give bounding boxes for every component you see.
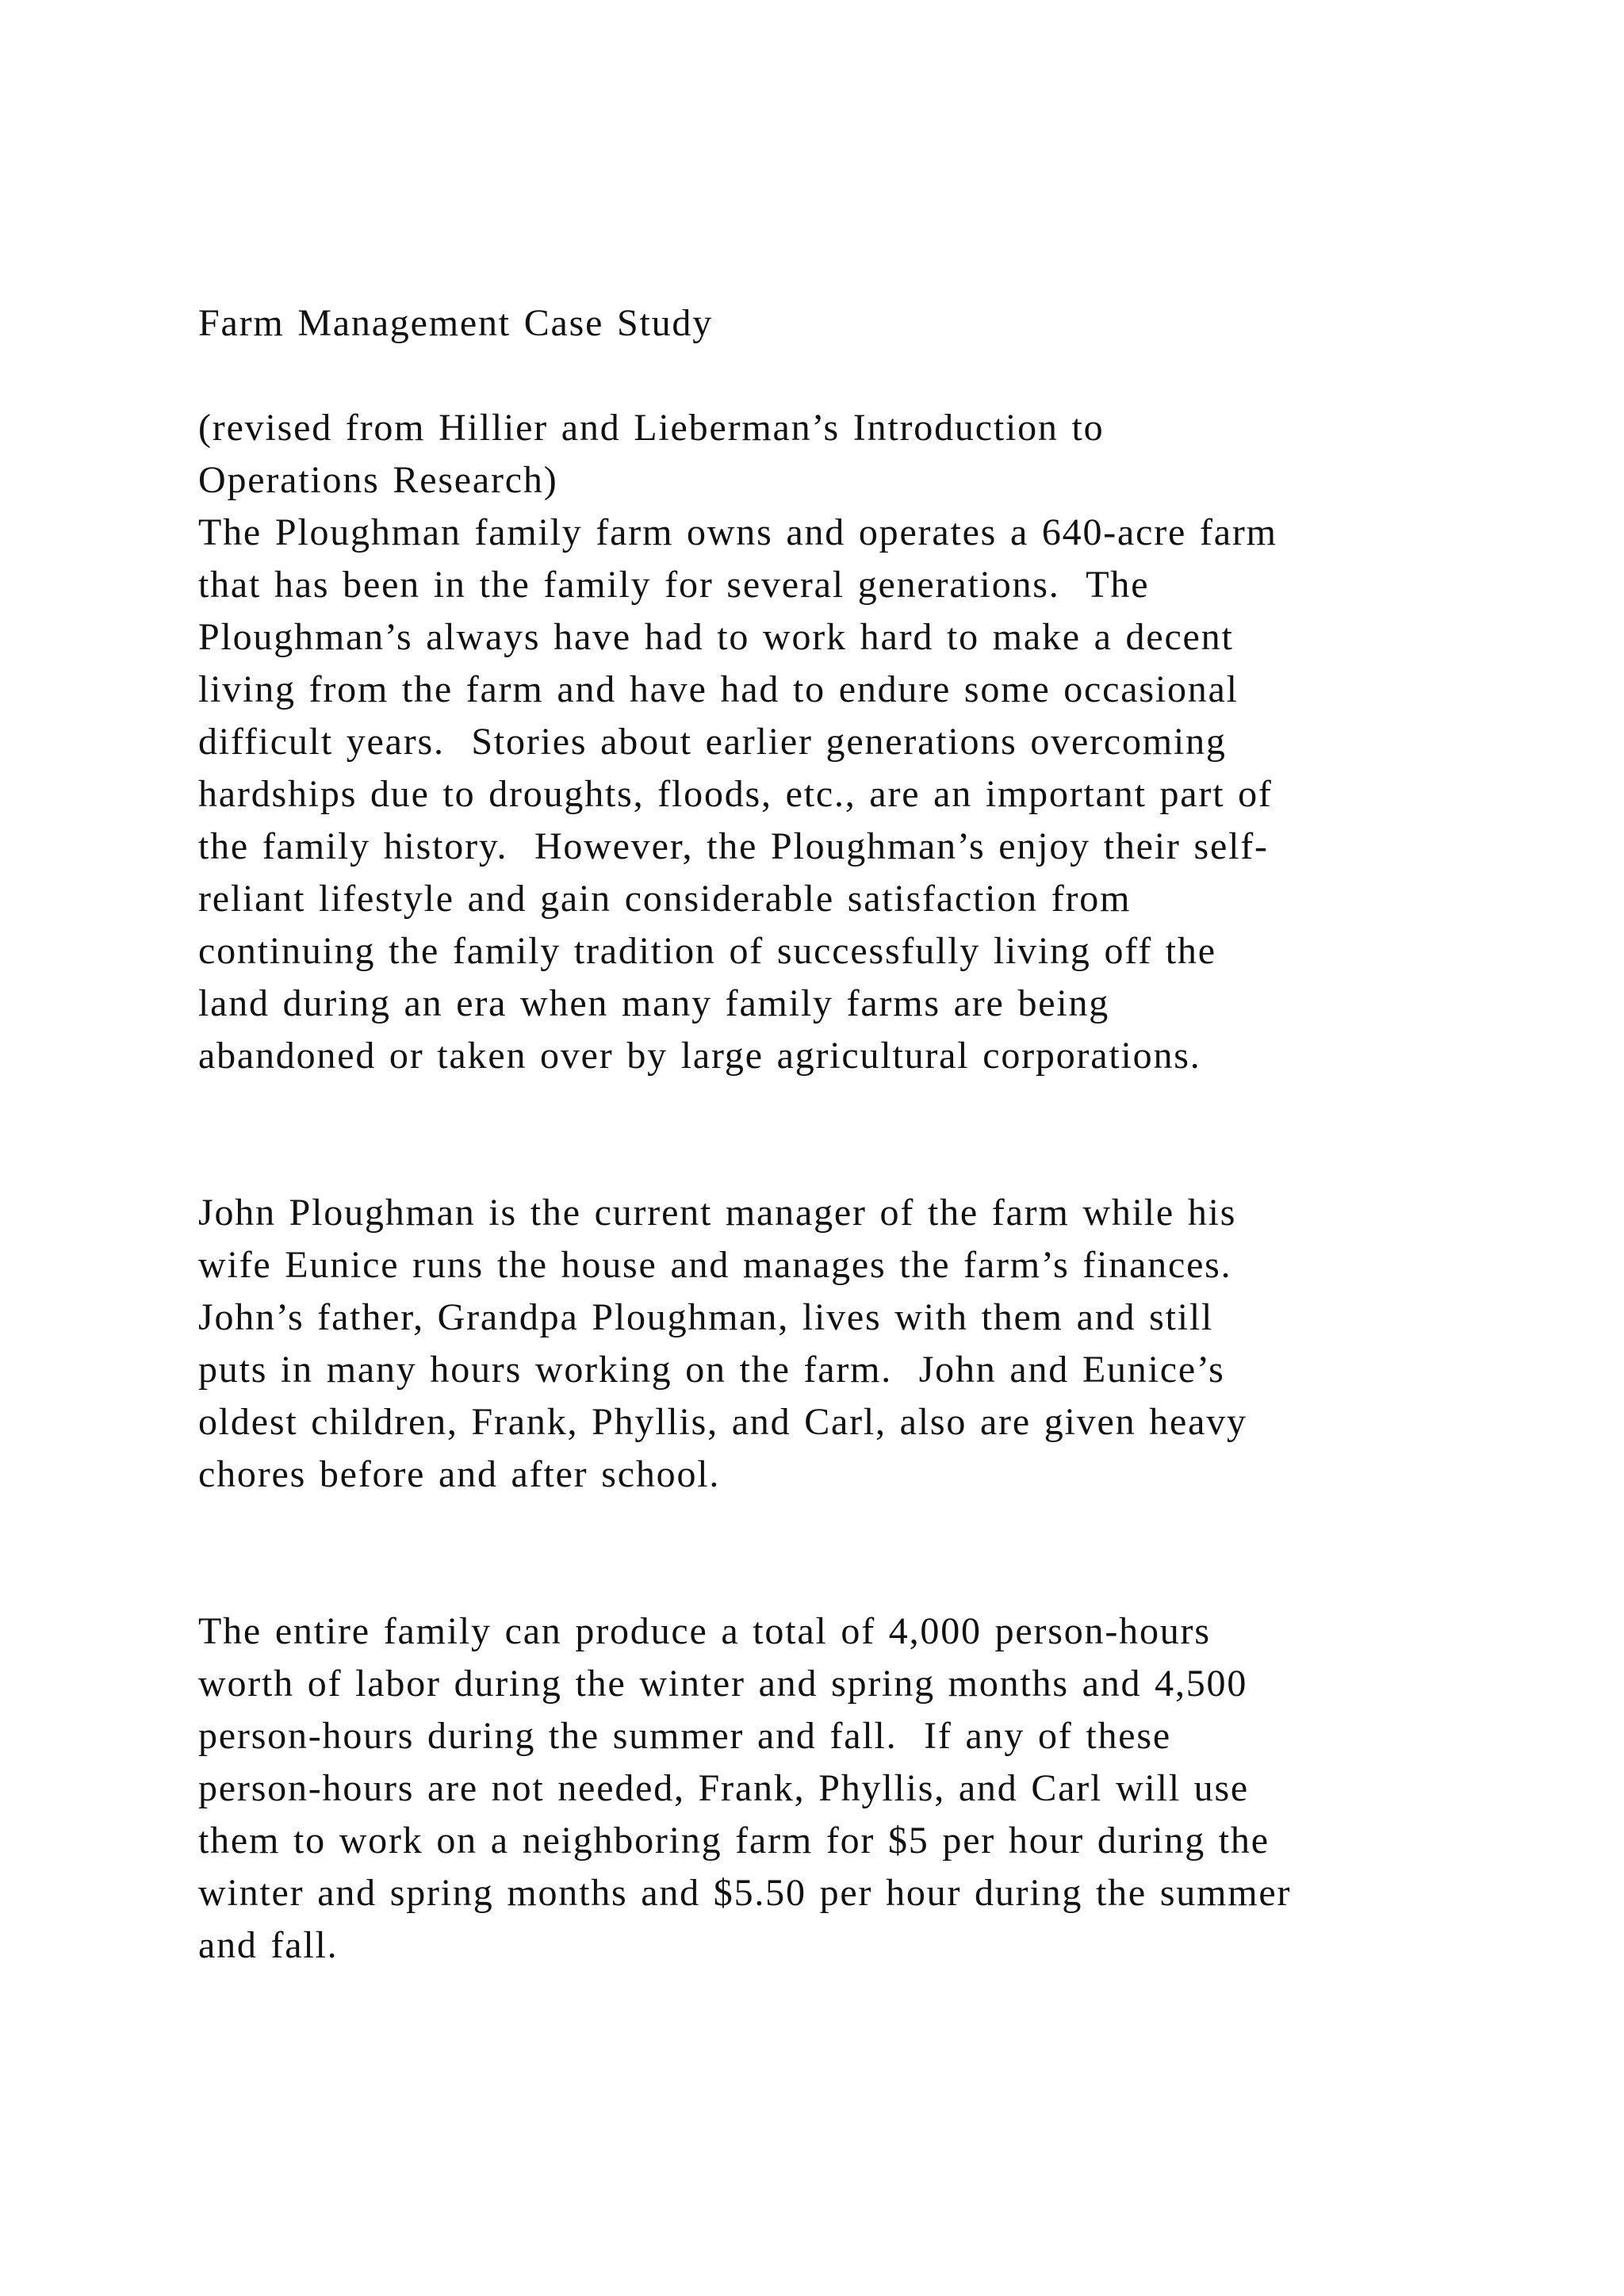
paragraph-line: living from the farm and have had to endure some occasional [198, 668, 1239, 710]
paragraph-line: wife Eunice runs the house and manages the farm’s finances. [198, 1244, 1232, 1286]
spacer [198, 350, 1515, 402]
paragraph-2 [198, 1187, 1515, 1501]
paragraph-line: The Ploughman family farm owns and operates a 640-acre farm [198, 511, 1277, 553]
paragraph-line: John’s father, Grandpa Ploughman, lives with them and still [198, 1296, 1214, 1338]
paragraph-line: The entire family can produce a total of 4,000 person-hours [198, 1610, 1211, 1652]
paragraph-line: John Ploughman is the current manager of the farm while his [198, 1192, 1237, 1234]
paragraph-line: and fall. [198, 1924, 339, 1966]
paragraph-3 [198, 1605, 1515, 1972]
paragraph-line: them to work on a neighboring farm for $5 per hour during the [198, 1820, 1270, 1862]
paragraph-line: hardships due to droughts, floods, etc., are an important part of [198, 773, 1273, 815]
paragraph-line: difficult years. Stories about earlier generations overcoming [198, 721, 1227, 763]
subtitle-line: Operations Research) [198, 459, 558, 501]
paragraph-line: puts in many hours working on the farm. John and Eunice’s [198, 1349, 1225, 1391]
paragraph-line: land during an era when many family farms are being [198, 982, 1110, 1024]
paragraph-line: reliant lifestyle and gain considerable satisfaction from [198, 878, 1132, 920]
document-body [198, 297, 1515, 1972]
subtitle [198, 402, 1515, 507]
paragraph-line: that has been in the family for several generations. The [198, 564, 1150, 606]
paragraph-line: person-hours are not needed, Frank, Phyllis, and Carl will use [198, 1767, 1250, 1809]
subtitle-line: (revised from Hillier and Lieberman’s Introduction to [198, 407, 1105, 449]
spacer [198, 1082, 1515, 1187]
paragraph-line: winter and spring months and $5.50 per hour during the summer [198, 1872, 1292, 1914]
paragraph-line: chores before and after school. [198, 1453, 721, 1495]
paragraph-line: person-hours during the summer and fall. If any of these [198, 1715, 1171, 1757]
paragraph-line: abandoned or taken over by large agricultural corporations. [198, 1035, 1201, 1077]
paragraph-line: Ploughman’s always have had to work hard to make a decent [198, 616, 1234, 658]
paragraph-line: oldest children, Frank, Phyllis, and Carl, also are given heavy [198, 1401, 1247, 1443]
spacer [198, 1501, 1515, 1605]
paragraph-line: the family history. However, the Ploughman’s enjoy their self- [198, 825, 1269, 867]
paragraph-line: worth of labor during the winter and spring months and 4,500 [198, 1663, 1248, 1705]
paragraph-line: continuing the family tradition of successfully living off the [198, 930, 1216, 972]
paragraph-1 [198, 507, 1515, 1082]
document-title: Farm Management Case Study [198, 302, 714, 344]
